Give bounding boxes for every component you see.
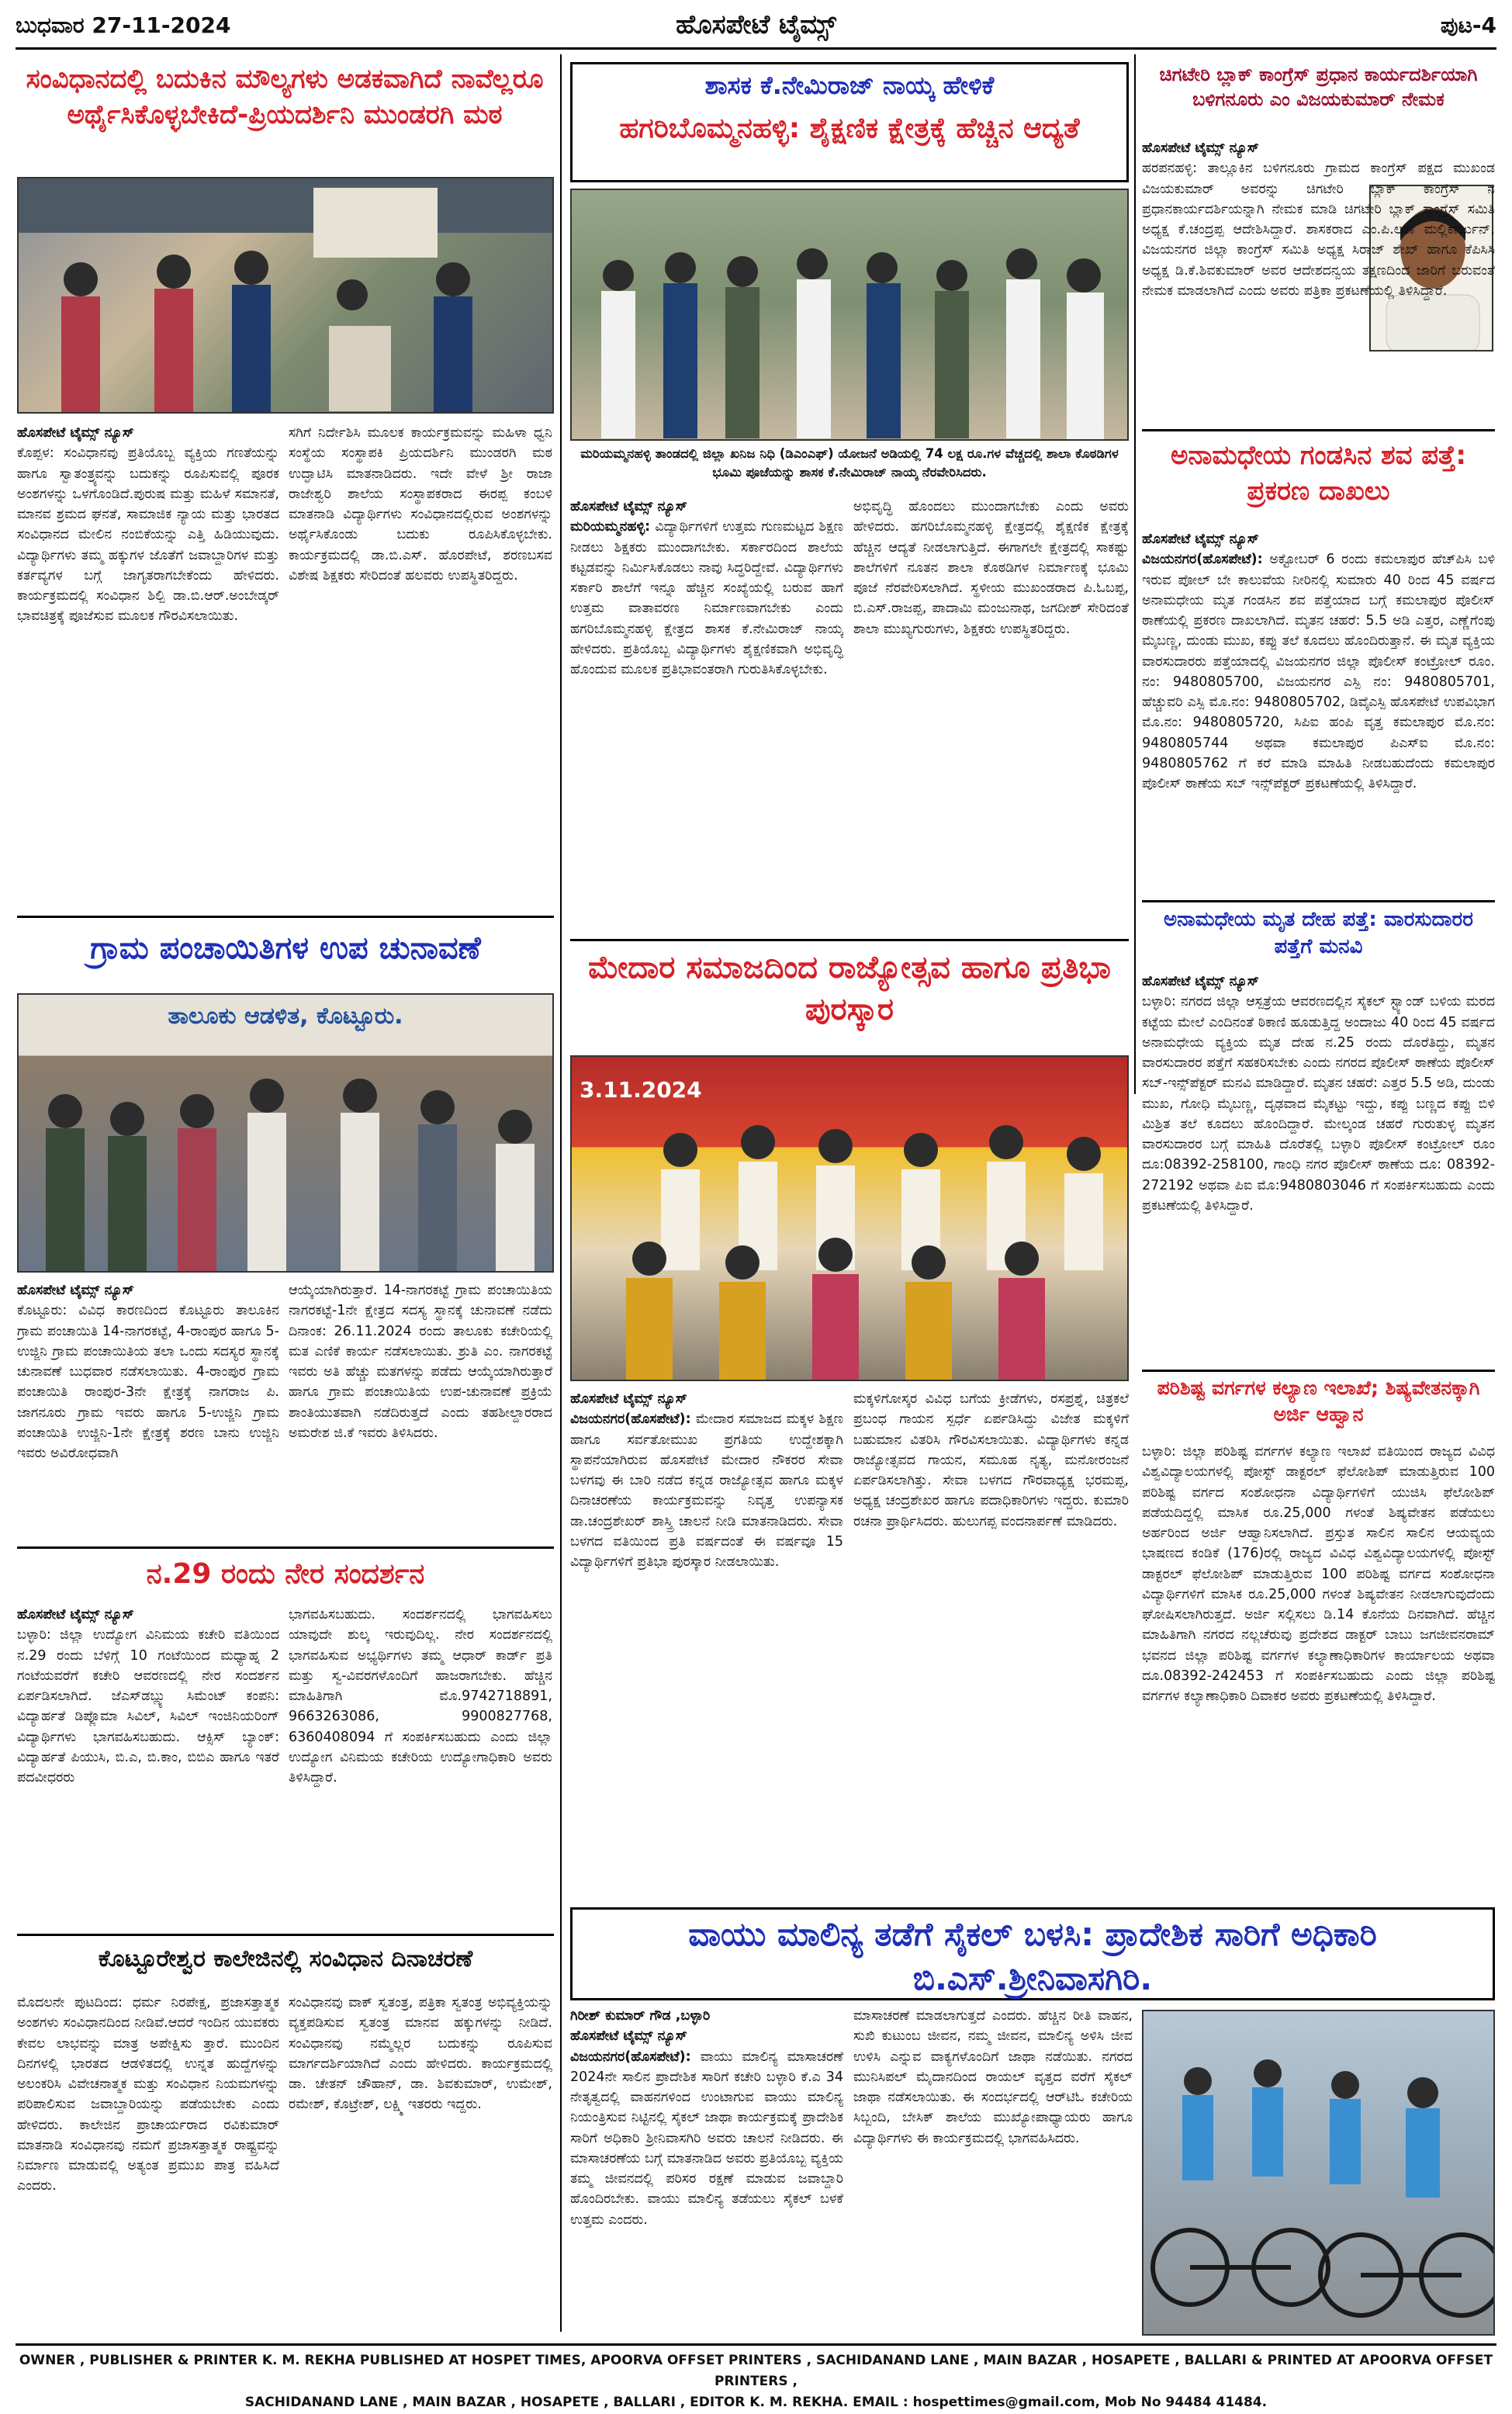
byline: ಹೊಸಪೇಟೆ ಟೈಮ್ಸ್ ನ್ಯೂಸ್ — [1142, 974, 1259, 989]
dateline: ವಿಜಯನಗರ(ಹೊಸಪೇಟೆ): — [570, 2049, 691, 2065]
headline-education-priority: ಹಗರಿಬೊಮ್ಮನಹಳ್ಳಿ: ಶೈಕ್ಷಣಿಕ ಕ್ಷೇತ್ರಕ್ಕೆ ಹೆಚ್ಚಿನ ಆದ್ಯತೆ — [619, 113, 1080, 145]
people-photo-icon — [572, 1057, 1129, 1381]
photo-cycle-rally — [1142, 2010, 1495, 2336]
headline-unidentified-body: ಅನಾಮಧೇಯ ಗಂಡಸಿನ ಶವ ಪತ್ತೆ: ಪ್ರಕರಣ ದಾಖಲು — [1171, 440, 1466, 507]
photo-election-officials — [17, 993, 554, 1273]
article-body — [853, 2006, 1133, 2332]
headline-st-scholarship: ಪರಿಶಿಷ್ಟ ವರ್ಗಗಳ ಕಲ್ಯಾಣ ಇಲಾಖೆ; ಶಿಷ್ಯವೇತನಕ್ಕಾಗಿ ಅರ್ಜಿ ಆಹ್ವಾನ — [1157, 1377, 1480, 1425]
article-text: ಭಾಗವಹಿಸಬಹುದು. ಸಂದರ್ಶನದಲ್ಲಿ ಭಾಗವಹಿಸಲು ಯಾವುದೇ ಶುಲ್ಕ ಇರುವುದಿಲ್ಲ. ನೇರ ಸಂದರ್ಶನದಲ್ಲಿ ಭಾಗವಹಿಸುವ ಅಭ್ಯರ್ಥಿಗಳು ತಮ್ಮ ಆಧಾರ್ ಕಾರ್ಡ್ ಪ್ರತಿ ಮತ್ತು ಸ್ವ-ವಿವರಗಳೊಂದಿಗೆ ಹಾಜರಾಗಬೇಕು. ಹೆಚ್ಚಿನ ಮಾಹಿತಿಗಾಗಿ ಮೊ.9742718891, 9663263086, 9900827768, 6360408094 ಗೆ ಸಂಪರ್ಕಿಸಬಹುದು ಎಂದು ಜಿಲ್ಲಾ ಉದ್ಯೋಗ ವಿನಿಮಯ ಕಚೇರಿಯ ಉದ್ಯೋಗಾಧಿಕಾರಿ ಅವರು ತಿಳಿಸಿದ್ದಾರೆ. — [289, 1607, 552, 1785]
article-text: ವಾಯು ಮಾಲಿನ್ಯ ಮಾಸಾಚರಣೆ 2024ನೇ ಸಾಲಿನ ಪ್ರಾದೇಶಿಕ ಸಾರಿಗೆ ಕಚೇರಿ ಬಳ್ಳಾರಿ ಕೆ.ಎ 34 ನೇತೃತ್ವದಲ್ಲಿ ವಾಹನಗಳಿಂದ ಉಂಟಾಗುವ ವಾಯು ಮಾಲಿನ್ಯ ನಿಯಂತ್ರಿಸುವ ನಿಟ್ಟಿನಲ್ಲಿ ಸೈಕಲ್ ಜಾಥಾ ಕಾರ್ಯಕ್ರಮಕ್ಕೆ ಪ್ರಾದೇಶಿಕ ಸಾರಿಗೆ ಅಧಿಕಾರಿ ಶ್ರೀನಿವಾಸಗಿರಿ ಅವರು ಚಾಲನೆ ನೀಡಿದರು. ಈ ಮಾಸಾಚರಣೆಯ ಬಗ್ಗೆ ಮಾತನಾಡಿದ ಅವರು ಪ್ರತಿಯೊಬ್ಬ ವ್ಯಕ್ತಿಯ ತಮ್ಮ ಜೀವನದಲ್ಲಿ ಪರಿಸರ ರಕ್ಷಣೆ ಮಾಡುವ ಜವಾಬ್ದಾರಿ ಹೊಂದಿರಬೇಕು. ವಾಯು ಮಾಲಿನ್ಯ ತಡೆಯಲು ಸೈಕಲ್ ಬಳಕೆ ಉತ್ತಮ ಎಂದರು. — [570, 2049, 843, 2228]
article-body — [17, 1993, 279, 2334]
article-text: ಕೊಟ್ಟೂರು: ವಿವಿಧ ಕಾರಣದಿಂದ ಕೊಟ್ಟೂರು ತಾಲೂಕಿನ ಗ್ರಾಮ ಪಂಚಾಯಿತಿ 14-ನಾಗರಕಟ್ಟೆ, 4-ರಾಂಪುರ ಹಾಗೂ 5-ಉಜ್ಜಿನಿ ಗ್ರಾಮ ಪಂಚಾಯಿತಿಯ ತಲಾ ಒಂದು ಸದಸ್ಯರ ಸ್ಥಾನಕ್ಕೆ ಚುನಾವಣೆ ಬುಧವಾರ ನಡೆಸಲಾಯಿತು. 4-ರಾಂಪುರ ಗ್ರಾಮ ಪಂಚಾಯಿತಿ ರಾಂಪುರ-3ನೇ ಕ್ಷೇತ್ರಕ್ಕೆ ನಾಗರಾಜ ಪಿ. ಜಾಗನೂರು ಗ್ರಾಮ ಇವರು ಹಾಗೂ 5-ಉಜ್ಜಿನಿ ಗ್ರಾಮ ಪಂಚಾಯಿತಿ ಉಜ್ಜಿನಿ-1ನೇ ಕ್ಷೇತ್ರಕ್ಕೆ ಶರಣ ಬಾನು ಉಜ್ಜಿನಿ ಇವರು ಅವಿರೋಧವಾಗಿ — [17, 1303, 279, 1461]
dateline: ಮರಿಯಮ್ಮನಹಳ್ಳಿ: — [570, 519, 651, 535]
article-body — [17, 1280, 279, 1540]
article-body — [570, 497, 843, 931]
photo-caption: ಮರಿಯಮ್ಮನಹಳ್ಳಿ ತಾಂಡದಲ್ಲಿ ಜಿಲ್ಲಾ ಖನಿಜ ನಿಧಿ (ಡಿಎಂಎಫ್) ಯೋಜನೆ ಅಡಿಯಲ್ಲಿ 74 ಲಕ್ಷ ರೂ.ಗಳ ವೆಚ್ಚದಲ್ಲಿ ಶಾಲಾ ಕೊಠಡಿಗಳ ಭೂಮಿ ಪೂಜೆಯನ್ನು ಶಾಸಕ ಕೆ.ನೇಮಿರಾಜ್ ನಾಯ್ಕ ನೆರವೇರಿಸಿದರು. — [580, 446, 1119, 480]
article-body — [289, 1280, 552, 1540]
article-body — [853, 1389, 1129, 1905]
article-divider — [1142, 900, 1495, 902]
photo-banner-text: ತಾಲೂಕು ಆಡಳಿತ, ಕೊಟ್ಟೂರು. — [168, 1003, 403, 1030]
article-body — [1142, 529, 1495, 894]
headline-block-congress: ಚಿಗಟೇರಿ ಬ್ಲಾಕ್ ಕಾಂಗ್ರೆಸ್ ಪ್ರಧಾನ ಕಾರ್ಯದರ್ಶಿಯಾಗಿ ಬಳಿಗನೂರು ಎಂ ವಿಜಯಕುಮಾರ್ ನೇಮಕ — [1159, 64, 1478, 111]
article-text: ಅಭಿವೃದ್ಧಿ ಹೊಂದಲು ಮುಂದಾಗಬೇಕು ಎಂದು ಅವರು ಹೇಳಿದರು. ಹಗರಿಬೊಮ್ಮನಹಳ್ಳಿ ಕ್ಷೇತ್ರದಲ್ಲಿ ಶೈಕ್ಷಣಿಕ ಕ್ಷೇತ್ರಕ್ಕೆ ಹೆಚ್ಚಿನ ಆದ್ಯತೆ ನೀಡಲಾಗುತ್ತಿದೆ. ಈಗಾಗಲೇ ಕ್ಷೇತ್ರದಲ್ಲಿ ಸಾಕಷ್ಟು ಶಾಲೆಗಳಿಗೆ ನೂತನ ಶಾಲಾ ಕೊಠಡಿಗಳ ನಿರ್ಮಾಣಕ್ಕೆ ಭೂಮಿ ಪೂಜೆ ನೆರವೇರಿಸಲಾಗಿದೆ. ಸ್ಥಳೀಯ ಮುಖಂಡರಾದ ಪಿ.ಓಬಪ್ಪ, ಬಿ.ಎಸ್.ರಾಜಪ್ಪ, ಪಾದಾಮಿ ಮಂಜುನಾಥ, ಜಗದೀಶ್ ಸೇರಿದಂತೆ ಶಾಲಾ ಮುಖ್ಯಗುರುಗಳು, ಶಿಕ್ಷಕರು ಉಪಸ್ಥಿತರಿದ್ದರು. — [853, 499, 1129, 637]
article-divider — [570, 939, 1129, 941]
photo-constitution-day — [17, 177, 554, 414]
article-text: ಸಂವಿಧಾನವು ವಾಕ್ ಸ್ವತಂತ್ರ, ಪತ್ರಿಕಾ ಸ್ವತಂತ್ರ ಅಭಿವ್ಯಕ್ತಿಯನ್ನು ವ್ಯಕ್ತಪಡಿಸುವ ಸ್ವತಂತ್ರ ಮಾನವ ಹಕ್ಕುಗಳನ್ನು ನೀಡಿದೆ. ಸಂವಿಧಾನವು ನಮ್ಮೆಲ್ಲರ ಬದುಕನ್ನು ರೂಪಿಸುವ ಮಾರ್ಗದರ್ಶಿಯಾಗಿದೆ ಎಂದು ಹೇಳಿದರು. ಕಾರ್ಯಕ್ರಮದಲ್ಲಿ ಡಾ. ಚೇತನ್ ಚೌಹಾನ್, ಡಾ. ಶಿವಕುಮಾರ್, ಉಮೇಶ್, ರಮೇಶ್, ಕೊಟ್ರೇಶ್, ಲಕ್ಷ್ಮಿ ಇತರರು ಇದ್ದರು. — [289, 1995, 552, 2113]
byline: ಹೊಸಪೇಟೆ ಟೈಮ್ಸ್ ನ್ಯೂಸ್ — [17, 425, 134, 441]
article-text: ಅಕ್ಟೋಬರ್ 6 ರಂದು ಕಮಲಾಪುರ ಹೆಚ್‌ಪಿಸಿ ಬಳಿ ಇರುವ ಪೋಲ್ ಬೇ ಕಾಲುವೆಯ ನೀರಿನಲ್ಲಿ ಸುಮಾರು 40 ರಿಂದ 45 ವರ್ಷದ ಅನಾಮಧೇಯ ಮೃತ ಗಂಡಸಿನ ಶವ ಪತ್ತೆಯಾದ ಬಗ್ಗೆ ಕಮಲಾಪುರ ಪೊಲೀಸ್ ಠಾಣೆಯಲ್ಲಿ ಪ್ರಕರಣ ದಾಖಲಾಗಿದೆ. ಮೃತನ ಚಹರೆ: 5.5 ಅಡಿ ಎತ್ತರ, ಎಣ್ಣೆಗೆಂಪು ಮೈಬಣ್ಣ, ದುಂಡು ಮುಖ, ಕಪ್ಪು ತಲೆ ಕೂದಲು ಹೊಂದಿರುತ್ತಾನೆ. ಈ ಮೃತ ವ್ಯಕ್ತಿಯ ವಾರಸುದಾರರು ಪತ್ತೆಯಾದಲ್ಲಿ ವಿಜಯನಗರ ಜಿಲ್ಲಾ ಪೊಲೀಸ್ ಕಂಟ್ರೋಲ್ ರೂಂ. ನಂ: 9480805700, ವಿಜಯನಗರ ಎಸ್ಪಿ ನಂ: 9480805701, ಹೆಚ್ಚುವರಿ ಎಸ್ಪಿ ಮೊ.ನಂ: 9480805702, ಡಿವೈಎಸ್ಪಿ ಹೊಸಪೇಟೆ ಉಪವಿಭಾಗ ಮೊ.ನಂ: 9480805720, ಸಿಪಿಐ ಹಂಪಿ ವೃತ್ತ ಕಮಲಾಪುರ ಮೊ.ನಂ: 9480805744 ಅಥವಾ ಕಮಲಾಪುರ ಪಿಎಸ್ಐ ಮೊ.ನಂ: 9480805762 ಗೆ ಕರೆ ಮಾಡಿ ಮಾಹಿತಿ ನೀಡಬಹುದೆಂದು ಕಮಲಾಪುರ ಪೊಲೀಸ್ ಠಾಣೆಯ ಸಬ್ ಇನ್ಸ್‌ಪೆಕ್ಟರ್ ಪ್ರಕಟಣೆಯಲ್ಲಿ ತಿಳಿಸಿದ್ದಾರೆ. — [1142, 552, 1495, 791]
byline: ಹೊಸಪೇಟೆ ಟೈಮ್ಸ್ ನ್ಯೂಸ್ — [17, 1283, 134, 1298]
imprint-line: SACHIDANAND LANE , MAIN BAZAR , HOSAPETE , BALLARI , EDITOR K. M. REKHA. EMAIL : hospettimes@gmail.com, Mob No 94484 41484. — [244, 2395, 1268, 2411]
article-text: ಬಳ್ಳಾರಿ: ಜಿಲ್ಲಾ ಪರಿಶಿಷ್ಟ ವರ್ಗಗಳ ಕಲ್ಯಾಣ ಇಲಾಖೆ ವತಿಯಿಂದ ರಾಜ್ಯದ ವಿವಿಧ ವಿಶ್ವವಿದ್ಯಾಲಯಗಳಲ್ಲಿ ಪೋಸ್ಟ್ ಡಾಕ್ಟರಲ್ ಫೆಲೋಶಿಪ್ ಮಾಡುತ್ತಿರುವ 100 ಪರಿಶಿಷ್ಟ ವರ್ಗದ ಸಂಶೋಧನಾ ವಿದ್ಯಾರ್ಥಿಗಳಿಗೆ ಯುಜಿಸಿ ಫೆಲೋಶಿಪ್ ಪಡೆಯದಿದ್ದಲ್ಲಿ ಮಾಸಿಕ ರೂ.25,000 ಗಳಂತೆ ಶಿಷ್ಯವೇತನ ಪಡೆಯಲು ಅರ್ಹರಿಂದ ಅರ್ಜಿ ಆಹ್ವಾನಿಸಲಾಗಿದೆ. ಪ್ರಸ್ತುತ ಸಾಲಿನ ಸಾಲಿನ ಆಯವ್ಯಯ ಭಾಷಣದ ಕಂಡಿಕೆ (176)ರಲ್ಲಿ ರಾಜ್ಯದ ವಿವಿಧ ವಿಶ್ವವಿದ್ಯಾಲಯಗಳಲ್ಲಿ ಪೋಸ್ಟ್ ಡಾಕ್ಟರಲ್ ಫೆಲೋಶಿಪ್ ಮಾಡುತ್ತಿರುವ 100 ಪರಿಶಿಷ್ಟ ವರ್ಗದ ಸಂಶೋಧನಾ ವಿದ್ಯಾರ್ಥಿಗಳಿಗೆ ಮಾಸಿಕ ರೂ.25,000 ಗಳಂತೆ ಶಿಷ್ಯವೇತನ ನೀಡಲಾಗುವುದೆಂದು ಘೋಷಿಸಲಾಗಿರುತ್ತದೆ. ಅರ್ಜಿ ಸಲ್ಲಿಸಲು ಡಿ.14 ಕೊನೆಯ ದಿನವಾಗಿದೆ. ಹೆಚ್ಚಿನ ಮಾಹಿತಿಗಾಗಿ ನಗರದ ನಲ್ಲಚೆರುವು ಪ್ರದೇಶದ ಡಾಕ್ಟರ್ ಬಾಬು ಜಗಜೀವನರಾಮ್ ಭವನದ ಜಿಲ್ಲಾ ಪರಿಶಿಷ್ಟ ವರ್ಗಗಳ ಕಲ್ಯಾಣಾಧಿಕಾರಿಗಳ ಕಾರ್ಯಾಲಯ ಅಥವಾ ದೂ.08392-242453 ಗೆ ಸಂಪರ್ಕಿಸಬಹುದು ಎಂದು ಜಿಲ್ಲಾ ಪರಿಶಿಷ್ಟ ವರ್ಗಗಳ ಕಲ್ಯಾಣಾಧಿಕಾರಿ ದಿವಾಕರ ಅವರು ಪ್ರಕಟಣೆಯಲ್ಲಿ ತಿಳಿಸಿದ್ದಾರೆ. — [1142, 1444, 1495, 1704]
photo-felicitation — [570, 1055, 1129, 1381]
byline: ಹೊಸಪೇಟೆ ಟೈಮ್ಸ್ ನ್ಯೂಸ್ — [570, 499, 687, 514]
headline-medara-rajyotsava: ಮೇದಾರ ಸಮಾಜದಿಂದ ರಾಜ್ಯೋತ್ಸವ ಹಾಗೂ ಪ್ರತಿಭಾ ಪುರಸ್ಕಾರ — [588, 950, 1111, 1027]
article-divider — [17, 916, 554, 918]
byline: ಹೊಸಪೇಟೆ ಟೈಮ್ಸ್ ನ್ಯೂಸ್ — [1142, 532, 1259, 547]
article-body — [853, 497, 1129, 931]
issue-date: ಬುಧವಾರ 27-11-2024 — [16, 12, 231, 38]
article-body — [1142, 971, 1495, 1367]
article-text: ಬಳ್ಳಾರಿ: ನಗರದ ಜಿಲ್ಲಾ ಆಸ್ಪತ್ರೆಯ ಆವರಣದಲ್ಲಿನ ಸೈಕಲ್ ಸ್ಟ್ಯಾಂಡ್ ಬಳಿಯ ಮರದ ಕಟ್ಟೆಯ ಮೇಲೆ ಎಂದಿನಂತೆ ಠಿಕಾಣಿ ಹೂಡುತ್ತಿದ್ದ ಅಂದಾಜು 40 ರಿಂದ 45 ವರ್ಷದ ಅನಾಮಧೇಯ ವ್ಯಕ್ತಿಯ ಮೃತ ದೇಹ ನ.25 ರಂದು ದೊರೆತಿದ್ದು, ಮೃತನ ವಾರಸುದಾರರ ಪತ್ತೆಗೆ ಸಹಕರಿಸಬೇಕು ಎಂದು ನಗರದ ಪೊಲೀಸ್ ಠಾಣೆಯ ಪೊಲೀಸ್ ಸಬ್-ಇನ್ಸ್‌ಪೆಕ್ಟರ್ ಮನವಿ ಮಾಡಿದ್ದಾರೆ. ಮೃತನ ಚಹರೆ: ಎತ್ತರ 5.5 ಅಡಿ, ದುಂಡು ಮುಖ, ಗೋಧಿ ಮೈಬಣ್ಣ, ದೃಢವಾದ ಮೈಕಟ್ಟು ಇದ್ದು, ಕಪ್ಪು ಬಣ್ಣದ ಕಪ್ಪು ಬಿಳಿ ಮಿಶ್ರಿತ ತಲೆ ಕೂದಲು ಹೊಂದಿದ್ದಾರೆ. ಮೇಲ್ಕಂಡ ಚಹರೆ ಗುರುತುಳ್ಳ ಮೃತನ ವಾರಸುದಾರರ ಬಗ್ಗೆ ಮಾಹಿತಿ ದೊರೆತಲ್ಲಿ ಬಳ್ಳಾರಿ ಪೊಲೀಸ್ ಕಂಟ್ರೋಲ್ ರೂಂ ದೂ:08392-258100, ಗಾಂಧಿ ನಗರ ಪೊಲೀಸ್ ಠಾಣೆಯ ದೂ: 08392-272192 ಅಥವಾ ಪಿಐ ಮೊ:9480803046 ಗೆ ಸಂಪರ್ಕಿಸಬಹುದು ಎಂದು ಪ್ರಕಟಣೆಯಲ್ಲಿ ತಿಳಿಸಿದ್ದಾರೆ. — [1142, 994, 1495, 1214]
photo-bhoomi-pooja — [570, 189, 1129, 441]
kicker-mla-statement: ಶಾಸಕ ಕೆ.ನೇಮಿರಾಜ್ ನಾಯ್ಕ ಹೇಳಿಕೆ — [704, 71, 995, 100]
article-body — [570, 2006, 843, 2332]
newspaper-title: ಹೊಸಪೇಟೆ ಟೈಮ್ಸ್ — [676, 9, 836, 40]
page-number: ಪುಟ-4 — [1440, 12, 1496, 38]
byline: ಹೊಸಪೇಟೆ ಟೈಮ್ಸ್ ನ್ಯೂಸ್ — [1142, 140, 1259, 156]
headline-direct-interview: ನ.29 ರಂದು ನೇರ ಸಂದರ್ಶನ — [146, 1558, 425, 1590]
byline: ಹೊಸಪೇಟೆ ಟೈಮ್ಸ್ ನ್ಯೂಸ್ — [570, 2028, 687, 2045]
headline-box — [570, 62, 1129, 182]
headline-heirs-appeal: ಅನಾಮಧೇಯ ಮೃತ ದೇಹ ಪತ್ತೆ: ವಾರಸುದಾರರ ಪತ್ತೆಗೆ ಮನವಿ — [1163, 908, 1474, 959]
photo-banner-text: 3.11.2024 — [580, 1077, 702, 1103]
article-text: ಮಕ್ಕಳಿಗೋಸ್ಕರ ವಿವಿಧ ಬಗೆಯ ಕ್ರೀಡೆಗಳು, ರಸಪ್ರಶ್ನೆ, ಚಿತ್ರಕಲೆ ಪ್ರಬಂಧ ಗಾಯನ ಸ್ಪರ್ಧೆ ಏರ್ಪಡಿಸಿದ್ದು ವಿಜೇತ ಮಕ್ಕಳಿಗೆ ಬಹುಮಾನ ವಿತರಿಸಿ ಗೌರವಿಸಲಾಯಿತು. ವಿದ್ಯಾರ್ಥಿಗಳು ಕನ್ನಡ ರಾಜ್ಯೋತ್ಸವದ ಗಾಯನ, ಸಮೂಹ ನೃತ್ಯ, ಮನೋರಂಜನೆ ಏರ್ಪಡಿಸಲಾಗಿತ್ತು. ಸೇವಾ ಬಳಗದ ಗೌರವಾಧ್ಯಕ್ಷ ಭರಮಪ್ಪ, ಅಧ್ಯಕ್ಷ ಚಂದ್ರಶೇಖರ ಹಾಗೂ ಪದಾಧಿಕಾರಿಗಳು ಇದ್ದರು. ಕುಮಾರಿ ರಚನಾ ಪ್ರಾರ್ಥಿಸಿದರು. ಹುಲುಗಪ್ಪ ವಂದನಾರ್ಪಣೆ ಮಾಡಿದರು. — [853, 1391, 1129, 1529]
people-photo-icon — [19, 178, 554, 414]
article-body — [1142, 1442, 1495, 1884]
byline: ಹೊಸಪೇಟೆ ಟೈಮ್ಸ್ ನ್ಯೂಸ್ — [17, 1607, 134, 1623]
column-divider — [1134, 54, 1136, 1094]
people-photo-icon — [19, 995, 554, 1273]
headline-cycle-pollution: ವಾಯು ಮಾಲಿನ್ಯ ತಡೆಗೆ ಸೈಕಲ್ ಬಳಸಿ: ಪ್ರಾದೇಶಿಕ ಸಾರಿಗೆ ಅಧಿಕಾರಿ ಬಿ.ಎಸ್.ಶ್ರೀನಿವಾಸಗಿರಿ. — [570, 1907, 1495, 2000]
byline: ಹೊಸಪೇಟೆ ಟೈಮ್ಸ್ ನ್ಯೂಸ್ — [570, 1391, 687, 1407]
article-text: ಆಯ್ಕೆಯಾಗಿರುತ್ತಾರೆ. 14-ನಾಗರಕಟ್ಟೆ ಗ್ರಾಮ ಪಂಚಾಯಿತಿಯ ನಾಗರಕಟ್ಟೆ-1ನೇ ಕ್ಷೇತ್ರದ ಸದಸ್ಯ ಸ್ಥಾನಕ್ಕೆ ಚುನಾವಣೆ ನಡೆದು ದಿನಾಂಕ: 26.11.2024 ರಂದು ತಾಲೂಕು ಕಚೇರಿಯಲ್ಲಿ ಮತ ಎಣಿಕೆ ಕಾರ್ಯ ನಡೆಸಲಾಯಿತು. ಶ್ರುತಿ ಎಂ. ನಾಗರಕಟ್ಟೆ ಇವರು ಅತಿ ಹೆಚ್ಚು ಮತಗಳನ್ನು ಪಡೆದು ಆಯ್ಕೆಯಾಗಿರುತ್ತಾರೆ ಹಾಗೂ ಗ್ರಾಮ ಪಂಚಾಯಿತಿಯ ಉಪ-ಚುನಾವಣೆ ಪ್ರಕ್ರಿಯೆ ಶಾಂತಿಯುತವಾಗಿ ನಡೆದಿರುತ್ತದೆ ಎಂದು ತಹಶೀಲ್ದಾರರಾದ ಅಮರೇಶ ಜಿ.ಕೆ ಇವರು ತಿಳಿಸಿದರು. — [289, 1283, 552, 1441]
article-divider — [1142, 429, 1495, 431]
article-body — [570, 1389, 843, 1905]
people-photo-icon — [572, 190, 1129, 441]
headline-college-constitution-day: ಕೊಟ್ಟೂರೇಶ್ವರ ಕಾಲೇಜಿನಲ್ಲಿ ಸಂವಿಧಾನ ದಿನಾಚರಣೆ — [98, 1945, 473, 1972]
headline-constitution-values: ಸಂವಿಧಾನದಲ್ಲಿ ಬದುಕಿನ ಮೌಲ್ಯಗಳು ಅಡಕವಾಗಿದೆ ನಾವೆಲ್ಲರೂ ಅರ್ಥೈಸಿಕೊಳ್ಳಬೇಕಿದೆ-ಪ್ರಿಯದರ್ಶಿನಿ ಮುಂಡರಗಿ ಮಠ — [26, 64, 544, 130]
article-body — [289, 423, 552, 850]
imprint-line: OWNER , PUBLISHER & PRINTER K. M. REKHA PUBLISHED AT HOSPET TIMES, APOORVA OFFSET PRINTERS , SACHIDANAND LANE , MAIN BAZAR , HOSAPETE , BALLARI & PRINTED AT APOORVA OFFSET PRINTERS , — [19, 2353, 1493, 2390]
article-body — [1142, 138, 1495, 464]
dateline: ವಿಜಯನಗರ(ಹೊಸಪೇಟೆ): — [570, 1411, 691, 1428]
column-divider — [560, 54, 562, 2332]
article-text: ಬಳ್ಳಾರಿ: ಜಿಲ್ಲಾ ಉದ್ಯೋಗ ವಿನಿಮಯ ಕಚೇರಿ ವತಿಯಿಂದ ನ.29 ರಂದು ಬೆಳಿಗ್ಗೆ 10 ಗಂಟೆಯಿಂದ ಮಧ್ಯಾಹ್ನ 2 ಗಂಟೆಯವರೆಗೆ ಕಚೇರಿ ಆವರಣದಲ್ಲಿ ನೇರ ಸಂದರ್ಶನ ಏರ್ಪಡಿಸಲಾಗಿದೆ. ಜೆಎಸ್‌ಡಬ್ಲ್ಯು ಸಿಮೆಂಟ್ ಕಂಪನಿ: ವಿದ್ಯಾರ್ಹತೆ ಡಿಪ್ಲೊಮಾ ಸಿವಿಲ್, ಸಿವಿಲ್ ಇಂಜಿನಿಯರಿಂಗ್ ವಿದ್ಯಾರ್ಥಿಗಳು ಭಾಗವಹಿಸಬಹುದು. ಆಕ್ಸಿಸ್ ಬ್ಯಾಂಕ್: ವಿದ್ಯಾರ್ಹತೆ ಪಿಯುಸಿ, ಬಿ.ಎ, ಬಿ.ಕಾಂ, ಬಿಬಿಎ ಹಾಗೂ ಇತರೆ ಪದವೀಧರರು — [17, 1627, 279, 1785]
article-text: ಸಗಿಗೆ ನಿರ್ದೇಶಿಸಿ ಮೂಲಕ ಕಾರ್ಯಕ್ರಮವನ್ನು ಮಹಿಳಾ ಧ್ವನಿ ಸಂಸ್ಥೆಯ ಸಂಸ್ಥಾಪಕಿ ಪ್ರಿಯದರ್ಶಿನಿ ಮುಂಡರಗಿ ಮಠ ಉದ್ಘಾಟಿಸಿ ಮಾತನಾಡಿದರು. ಇದೇ ವೇಳೆ ಶ್ರೀ ರಾಜಾ ರಾಜೇಶ್ವರಿ ಶಾಲೆಯ ಸಂಸ್ಥಾಪಕರಾದ ಈರಪ್ಪ ಕಂಬಳಿ ಮಾತನಾಡಿ ವಿದ್ಯಾರ್ಥಿಗಳು ಸಂವಿಧಾನದಲ್ಲಿರುವ ಅಂಶಗಳನ್ನು ಅರ್ಥೈಸಿಕೊಂಡು ಬದುಕು ರೂಪಿಸಿಕೊಳ್ಳಬೇಕು. ಕಾರ್ಯಕ್ರಮದಲ್ಲಿ ಡಾ.ಬಿ.ಎಸ್. ಹೊರಪೇಟೆ, ಶರಣಬಸವ ವಿಶೇಷ ಶಿಕ್ಷಕರು ಸೇರಿದಂತೆ ಹಲವರು ಉಪಸ್ಥಿತರಿದ್ದರು. — [289, 425, 552, 584]
article-text: ಮೇದಾರ ಸಮಾಜದ ಮಕ್ಕಳ ಶಿಕ್ಷಣ ಹಾಗೂ ಸರ್ವತೋಮುಖ ಪ್ರಗತಿಯ ಉದ್ದೇಶಕ್ಕಾಗಿ ಸ್ಥಾಪನೆಯಾಗಿರುವ ಹೊಸಪೇಟೆ ಮೇದಾರ ನೌಕರರ ಸೇವಾ ಬಳಗವು ಈ ಬಾರಿ ನಡೆದ ಕನ್ನಡ ರಾಜ್ಯೋತ್ಸವ ಹಾಗೂ ಮಕ್ಕಳ ದಿನಾಚರಣೆಯ ಕಾರ್ಯಕ್ರಮವನ್ನು ನಿವೃತ್ತ ಉಪನ್ಯಾಸಕ ಡಾ.ಚಂದ್ರಶೇಖರ್ ಶಾಸ್ತ್ರಿ ಚಾಲನೆ ನೀಡಿ ಮಾತನಾಡಿದರು. ಸೇವಾ ಬಳಗದ ವತಿಯಿಂದ ಪ್ರತಿ ವರ್ಷದಂತೆ ಈ ವರ್ಷವೂ 15 ವಿದ್ಯಾರ್ಥಿಗಳಿಗೆ ಪ್ರತಿಭಾ ಪುರಸ್ಕಾರ ನೀಡಲಾಯಿತು. — [570, 1411, 843, 1570]
article-body — [289, 1605, 552, 1927]
article-text: ಕೊಪ್ಪಳ: ಸಂವಿಧಾನವು ಪ್ರತಿಯೊಬ್ಬ ವ್ಯಕ್ತಿಯ ಗಣತೆಯನ್ನು ಹಾಗೂ ಸ್ವಾತಂತ್ರ್ಯವನ್ನು ಬದುಕನ್ನು ರೂಪಿಸುವಲ್ಲಿ ಪೂರಕ ಅಂಶಗಳನ್ನು ಒಳಗೊಂಡಿದೆ.ಪುರುಷ ಮತ್ತು ಮಹಿಳೆ ಸಮಾನತೆ, ಮಾನವ ಶ್ರಮದ ಘನತೆ, ಸಾಮಾಜಿಕ ನ್ಯಾಯ ಮತ್ತು ಭಾರತದ ಸಂವಿಧಾನದ ಮೇಲಿನ ನಂಬಿಕೆಯನ್ನು ಎತ್ತಿ ಹಿಡಿಯುವುದು. ವಿದ್ಯಾರ್ಥಿಗಳು ತಮ್ಮ ಹಕ್ಕುಗಳ ಜೊತೆಗೆ ಜವಾಬ್ದಾರಿಗಳ ಮತ್ತು ಕರ್ತವ್ಯಗಳ ಬಗ್ಗೆ ಜಾಗೃತರಾಗಬೇಕೆಂದು ಹೇಳಿದರು. ಕಾರ್ಯಕ್ರಮದಲ್ಲಿ ಸಂವಿಧಾನ ಶಿಲ್ಪಿ ಡಾ.ಬಿ.ಆರ್.ಅಂಬೇಡ್ಕರ್ ಭಾವಚಿತ್ರಕ್ಕೆ ಪೂಜೆಸುವ ಮೂಲಕ ಗೌರವಿಸಲಾಯಿತು. — [17, 445, 279, 625]
article-text: ಹರಪನಹಳ್ಳಿ: ತಾಲ್ಲೂಕಿನ ಬಳಿಗನೂರು ಗ್ರಾಮದ ಕಾಂಗ್ರೆಸ್ ಪಕ್ಷದ ಮುಖಂಡ ವಿಜಯಕುಮಾರ್ ಅವರನ್ನು ಚಿಗಟೇರಿ ಬ್ಲಾಕ್ ಕಾಂಗ್ರೆಸ್ ನ ಪ್ರಧಾನಕಾರ್ಯದರ್ಶಿಯನ್ನಾಗಿ ನೇಮಕ ಮಾಡಿ ಚಿಗಟೇರಿ ಬ್ಲಾಕ್ ಕಾಂಗ್ರೆಸ್ ಸಮಿತಿ ಅಧ್ಯಕ್ಷ ಕೆ.ಚಂದ್ರಪ್ಪ ಆದೇಶಿಸಿದ್ದಾರೆ. ಶಾಸಕರಾದ ಎಂ.ಪಿ.ಲತಾ ಮಲ್ಲಿಕಾರ್ಜುನ್, ವಿಜಯನಗರ ಜಿಲ್ಲಾ ಕಾಂಗ್ರೆಸ್ ಸಮಿತಿ ಅಧ್ಯಕ್ಷ ಸಿರಾಜ್ ಶೇಖ್ ಹಾಗೂ ಕೆಪಿಸಿಸಿ ಅಧ್ಯಕ್ಷ ಡಿ.ಕೆ.ಶಿವಕುಮಾರ್ ಅವರ ಆದೇಶದನ್ವಯ ತಕ್ಷಣದಿಂದ ಜಾರಿಗೆ ಬರುವಂತೆ ನೇಮಕ ಮಾಡಲಾಗಿದೆ ಎಂದು ಅವರು ಪತ್ರಿಕಾ ಪ್ರಕಟಣೆಯಲ್ಲಿ ತಿಳಿಸಿದ್ದಾರೆ. — [1142, 161, 1495, 299]
article-text: ಮಾಸಾಚರಣೆ ಮಾಡಲಾಗುತ್ತದೆ ಎಂದರು. ಹೆಚ್ಚಿನ ರೀತಿ ವಾಹನ, ಸುಖಿ ಕುಟುಂಬ ಜೀವನ, ನಮ್ಮ ಜೀವನ, ಮಾಲಿನ್ಯ ಅಳಿಸಿ ಜೀವ ಉಳಿಸಿ ಎನ್ನುವ ವಾಕ್ಯಗಳೊಂದಿಗೆ ಜಾಥಾ ನಡೆಯಿತು. ನಗರದ ಮುನಿಸಿಪಲ್ ಮೈದಾನದಿಂದ ರಾಯಲ್ ವೃತ್ತದ ವರೆಗೆ ಸೈಕಲ್ ಜಾಥಾ ನಡೆಸಲಾಯಿತು. ಈ ಸಂದರ್ಭದಲ್ಲಿ ಆರ್‌ಟಿಓ ಕಚೇರಿಯ ಸಿಬ್ಬಂದಿ, ಬೇಸಿಕ್ ಶಾಲೆಯ ಮುಖ್ಯೋಪಾಧ್ಯಾಯರು ಹಾಗೂ ವಿದ್ಯಾರ್ಥಿಗಳು ಈ ಕಾರ್ಯಕ್ರಮದಲ್ಲಿ ಭಾಗವಹಿಸಿದರು. — [853, 2008, 1133, 2146]
article-text: ವಿದ್ಯಾರ್ಥಿಗಳಿಗೆ ಉತ್ತಮ ಗುಣಮಟ್ಟದ ಶಿಕ್ಷಣ ನೀಡಲು ಶಿಕ್ಷಕರು ಮುಂದಾಗಬೇಕು. ಸರ್ಕಾರದಿಂದ ಶಾಲೆಯ ಕಟ್ಟಡವನ್ನು ನಿರ್ಮಿಸಿಕೊಡಲು ನಾವು ಸಿದ್ಧರಿದ್ದೇವೆ. ವಿದ್ಯಾರ್ಥಿಗಳು ಸರ್ಕಾರಿ ಶಾಲೆಗೆ ಇನ್ನೂ ಹೆಚ್ಚಿನ ಸಂಖ್ಯೆಯಲ್ಲಿ ಬರುವ ಹಾಗೆ ಉತ್ತಮ ವಾತಾವರಣ ನಿರ್ಮಾಣವಾಗಬೇಕು ಎಂದು ಹಗರಿಬೊಮ್ಮನಹಳ್ಳಿ ಕ್ಷೇತ್ರದ ಶಾಸಕ ಕೆ.ನೇಮಿರಾಜ್ ನಾಯ್ಕ ಹೇಳಿದರು. ಪ್ರತಿಯೊಬ್ಬ ವಿದ್ಯಾರ್ಥಿಗಳು ಶೈಕ್ಷಣಿಕವಾಗಿ ಅಭಿವೃದ್ಧಿ ಹೊಂದುವ ಮೂಲಕ ಪ್ರತಿಭಾವಂತರಾಗಿ ಗುರುತಿಸಿಕೊಳ್ಳಬೇಕು. — [570, 519, 843, 677]
reporter-credit: ಗಿರೀಶ್ ಕುಮಾರ್ ಗೌಡ ,ಬಳ್ಳಾರಿ — [570, 2008, 711, 2024]
cyclists-photo-icon — [1144, 2011, 1495, 2336]
masthead — [16, 6, 1496, 50]
article-divider — [17, 1546, 554, 1549]
article-divider — [17, 1934, 554, 1936]
article-body — [17, 423, 279, 850]
dateline: ವಿಜಯನಗರ(ಹೊಸಪೇಟೆ): — [1142, 552, 1263, 568]
imprint-footer — [16, 2343, 1496, 2411]
article-body — [289, 1993, 552, 2334]
article-text: ಮೊದಲನೇ ಪುಟದಿಂದ: ಧರ್ಮ ನಿರಪೇಕ್ಷ, ಪ್ರಜಾಸತ್ತಾತ್ಮಕ ಅಂಶಗಳು ಸಂವಿಧಾನದಿಂದ ನೀಡಿವೆ.ಆದರೆ ಇಂದಿನ ಯುವಕರು ಕೇವಲ ಲಾಭವನ್ನು ಮಾತ್ರ ಅಪೇಕ್ಷಿಸು ತ್ತಾರೆ. ಮುಂದಿನ ದಿನಗಳಲ್ಲಿ ಭಾರತದ ಆಡಳಿತದಲ್ಲಿ ಉನ್ನತ ಹುದ್ದೆಗಳನ್ನು ಅಲಂಕರಿಸಿ ವಿವೇಚನಾತ್ಮಕ ಮತ್ತು ಸಂವಿಧಾನ ನಿಯಮಗಳನ್ನು ಪರಿಪಾಲಿಸುವ ಜವಾಬ್ದಾರಿಯನ್ನು ಪಡೆಯಬೇಕು ಎಂದು ಹೇಳಿದರು. ಕಾಲೇಜಿನ ಪ್ರಾಚಾರ್ಯರಾದ ರವಿಕುಮಾರ್ ಮಾತನಾಡಿ ಸಂವಿಧಾನವು ನಮಗೆ ಪ್ರಜಾಸತ್ತಾತ್ಮಕ ರಾಷ್ಟ್ರವನ್ನು ನಿರ್ಮಾಣ ಮಾಡುವಲ್ಲಿ ಅತ್ಯಂತ ಪ್ರಮುಖ ಪಾತ್ರ ವಹಿಸಿದೆ ಎಂದರು. — [17, 1995, 279, 2194]
article-body — [17, 1605, 279, 1927]
article-divider — [1142, 1370, 1495, 1372]
headline-gram-panchayat: ಗ್ರಾಮ ಪಂಚಾಯಿತಿಗಳ ಉಪ ಚುನಾವಣೆ — [90, 930, 481, 966]
